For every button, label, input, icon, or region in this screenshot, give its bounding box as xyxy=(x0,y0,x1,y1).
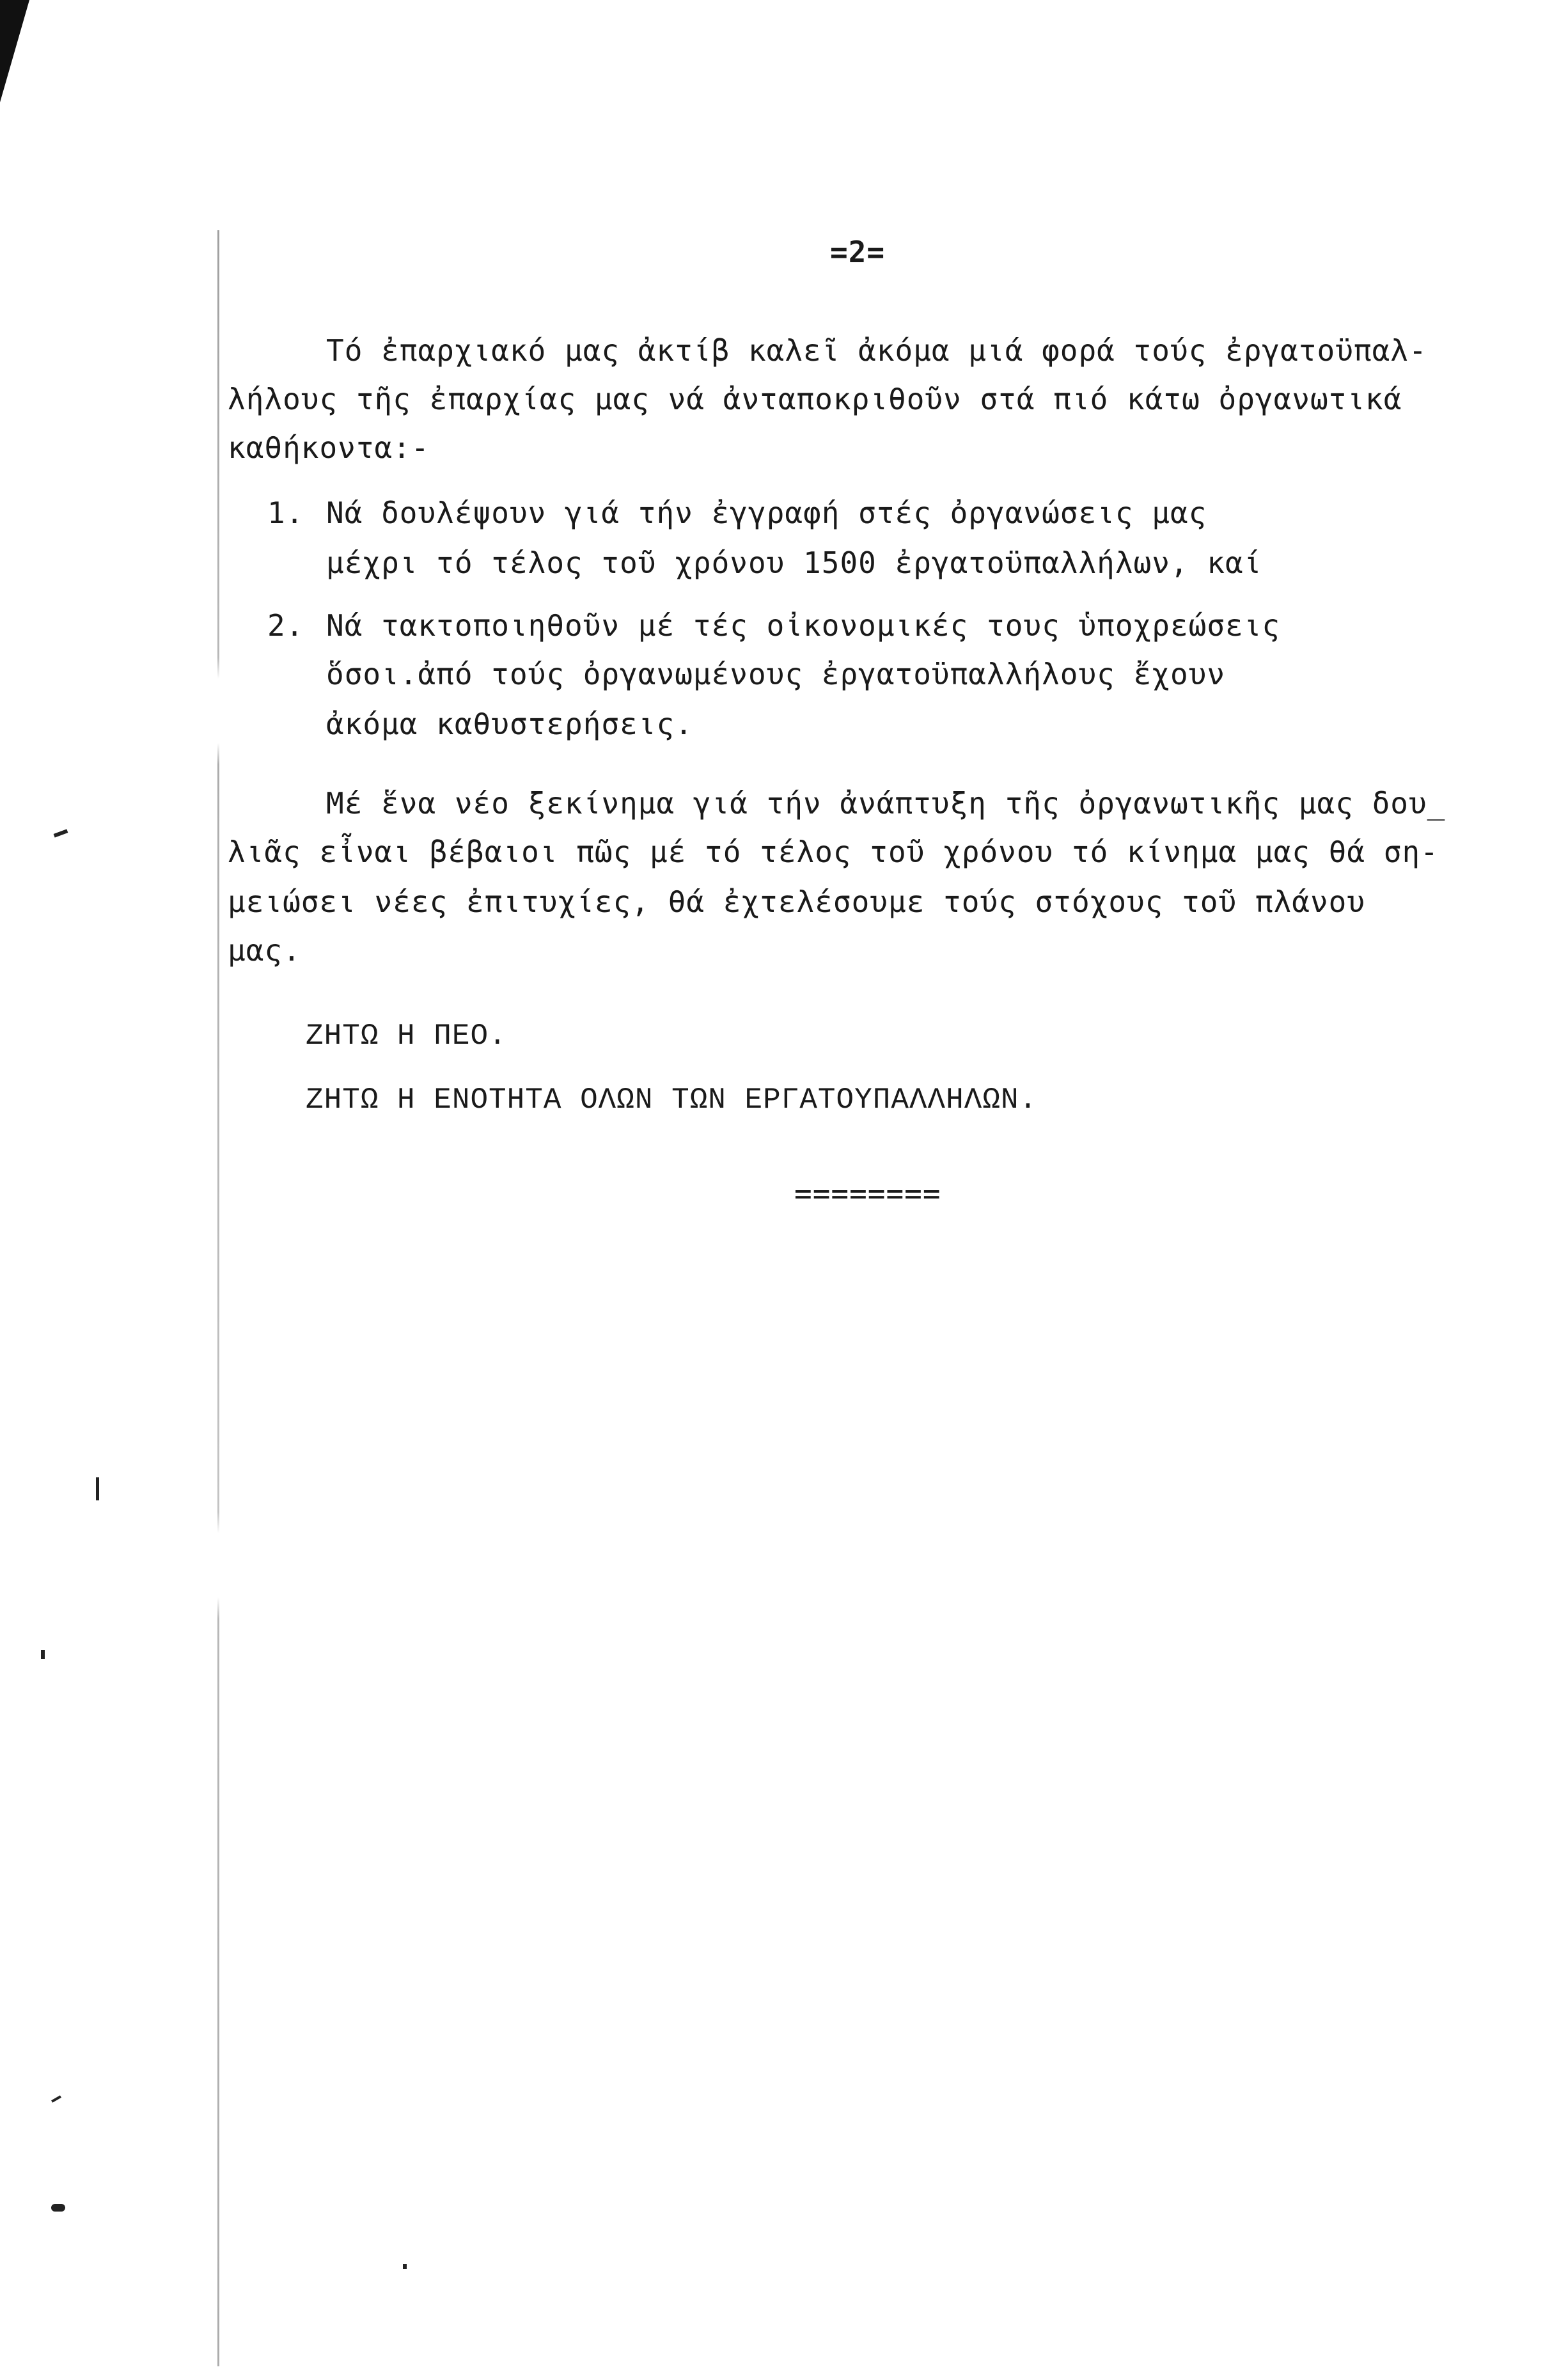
list-item-number: 2. xyxy=(267,608,304,643)
list-item-line: Νά δουλέψουν γιά τήν ἐγγραφή στές ὀργανώσεις μας xyxy=(326,496,1207,530)
paragraph2-line: μας. xyxy=(228,933,301,968)
scan-speck xyxy=(54,829,68,837)
paragraph1-line: καθήκοντα:- xyxy=(228,430,430,465)
left-margin-line xyxy=(217,230,219,2366)
scan-speck xyxy=(51,2095,61,2102)
scan-speck xyxy=(96,1477,99,1500)
list-item-line: ἀκόμα καθυστερήσεις. xyxy=(326,707,693,741)
paragraph2-line: Μέ ἕνα νέο ξεκίνημα γιά τήν ἀνάπτυξη τῆς ὀργανωτικῆς μας δου_ xyxy=(326,786,1446,821)
list-item-line: ὅσοι.ἀπό τούς ὀργανωμένους ἐργατοϋπαλλήλους ἔχουν xyxy=(326,657,1226,691)
paragraph2-line: λιᾶς εἶναι βέβαιοι πῶς μέ τό τέλος τοῦ χρόνου τό κίνημα μας θά ση- xyxy=(228,835,1439,869)
end-marker: ======== xyxy=(794,1176,941,1211)
paragraph2-line: μειώσει νέες ἐπιτυχίες, θά ἐχτελέσουμε τούς στόχους τοῦ πλάνου xyxy=(228,884,1366,919)
scan-speck xyxy=(41,1650,45,1659)
page-number: =2= xyxy=(830,235,886,269)
slogan: ΖΗΤΩ Η ΕΝΟΤΗΤΑ ΟΛΩΝ ΤΩΝ ΕΡΓΑΤΟΥΠΑΛΛΗΛΩΝ. xyxy=(306,1083,1038,1117)
scan-corner-mark xyxy=(0,0,29,102)
slogan: ΖΗΤΩ Η ΠΕΟ. xyxy=(306,1019,507,1053)
list-item-number: 1. xyxy=(267,496,304,530)
scan-speck xyxy=(51,2204,65,2212)
paragraph1-line: λήλους τῆς ἐπαρχίας μας νά ἀνταποκριθοῦν στά πιό κάτω ὀργανωτικά xyxy=(228,382,1402,416)
scan-speck xyxy=(403,2264,407,2269)
list-item-line: μέχρι τό τέλος τοῦ χρόνου 1500 ἐργατοϋπαλλήλων, καί xyxy=(326,546,1262,580)
list-item-line: Νά τακτοποιηθοῦν μέ τές οἰκονομικές τους ὑποχρεώσεις xyxy=(326,608,1281,643)
paragraph1-line: Τό ἐπαρχιακό μας ἀκτίβ καλεῖ ἀκόμα μιά φορά τούς ἐργατοϋπαλ- xyxy=(326,333,1427,368)
